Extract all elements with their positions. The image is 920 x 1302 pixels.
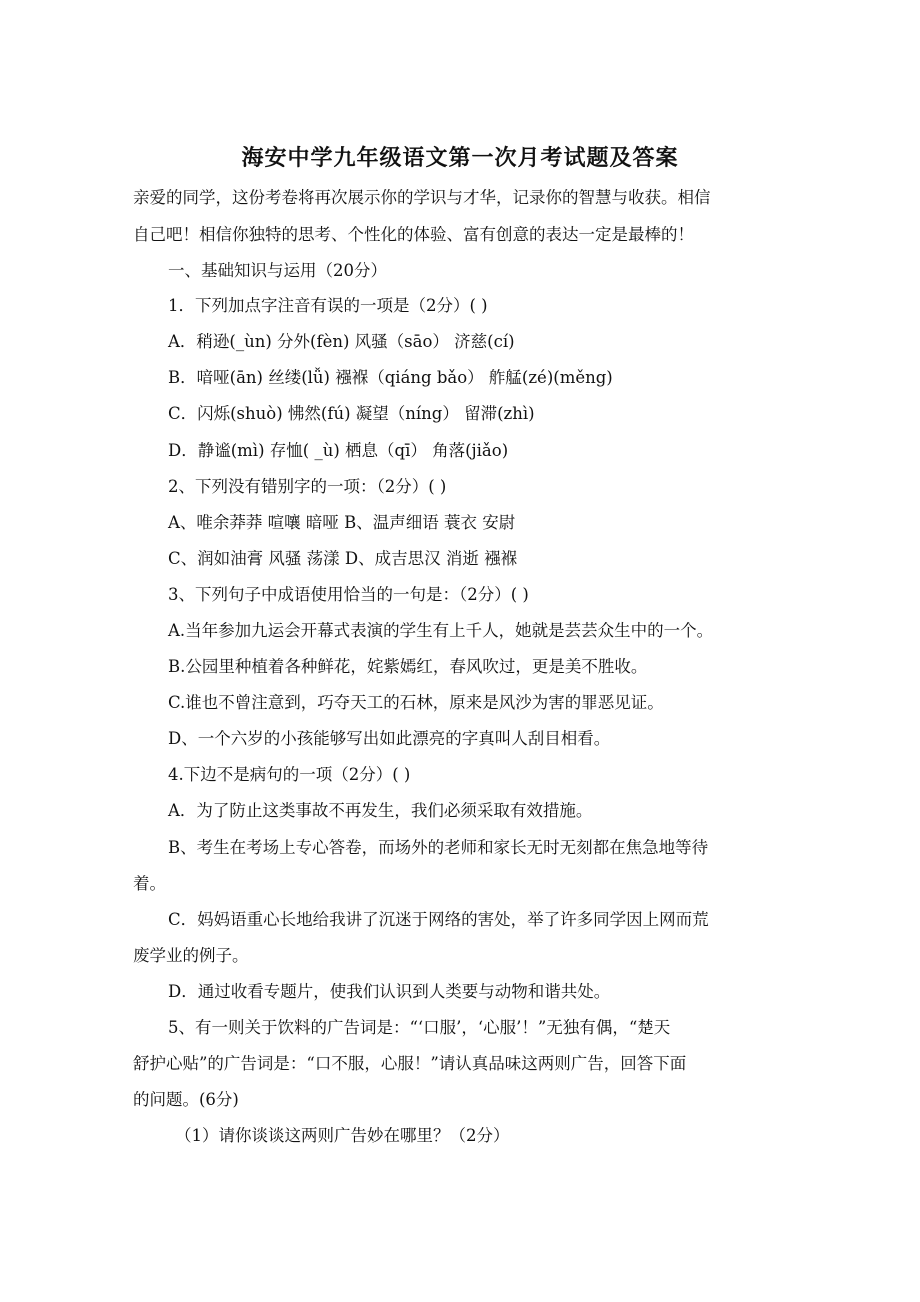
question-4-option-c: C．妈妈语重心长地给我讲了沉迷于网络的害处，举了许多同学因上网而荒: [168, 910, 709, 929]
question-1-option-d: D．静谧(mì) 存恤( _ù) 栖息（qī） 角落(jiǎo): [168, 441, 509, 460]
question-4-option-c-cont: 废学业的例子。: [133, 946, 249, 965]
intro-line: 自己吧！相信你独特的思考、个性化的体验、富有创意的表达一定是最棒的！: [133, 225, 694, 244]
question-3-stem: 3、下列句子中成语使用恰当的一句是：（2分）( ): [168, 585, 529, 604]
question-4-option-d: D．通过收看专题片，使我们认识到人类要与动物和谐共处。: [168, 982, 611, 1001]
question-1-option-a: A．稍逊(_ùn) 分外(fèn) 风骚（sāo） 济慈(cí): [168, 332, 515, 351]
question-1-option-c: C．闪烁(shuò) 怫然(fú) 凝望（níng） 留滞(zhì): [168, 404, 535, 423]
question-3-option-d: D、一个六岁的小孩能够写出如此漂亮的字真叫人刮目相看。: [168, 729, 611, 748]
intro-line: 亲爱的同学，这份考卷将再次展示你的学识与才华，记录你的智慧与收获。相信: [133, 188, 711, 207]
question-3-option-a: A.当年参加九运会开幕式表演的学生有上千人，她就是芸芸众生中的一个。: [168, 621, 714, 640]
question-2-stem: 2、下列没有错别字的一项：（2分）( ): [168, 477, 447, 496]
question-4-stem: 4.下边不是病句的一项（2分）( ): [168, 765, 411, 784]
question-5-stem-cont: 的问题。(6分): [133, 1090, 239, 1109]
section-heading: 一、基础知识与运用（20分）: [168, 261, 387, 280]
question-5-subquestion-1: （1）请你谈谈这两则广告妙在哪里？（2分）: [175, 1126, 510, 1145]
question-1-option-b: B．喑哑(ān) 丝缕(lǚ) 襁褓（qiáng bǎo） 舴艋(zé)(měng): [168, 368, 613, 387]
question-5-stem-cont: 舒护心贴”的广告词是：“口不服，心服！”请认真品味这两则广告，回答下面: [133, 1054, 687, 1073]
question-4-option-b-cont: 着。: [133, 874, 166, 893]
question-2-options-ab: A、唯余莽莽 喧嚷 暗哑 B、温声细语 蓑衣 安尉: [168, 513, 516, 532]
question-2-options-cd: C、润如油膏 风骚 荡漾 D、成吉思汉 消逝 襁褓: [168, 549, 518, 568]
question-3-option-c: C.谁也不曾注意到，巧夺天工的石林，原来是风沙为害的罪恶见证。: [168, 693, 664, 712]
question-1-stem: 1．下列加点字注音有误的一项是（2分）( ): [168, 296, 488, 315]
question-5-stem: 5、有一则关于饮料的广告词是：“‘口服’，‘心服’！”无独有偶，“楚天: [168, 1018, 671, 1037]
question-3-option-b: B.公园里种植着各种鲜花，姹紫嫣红，春风吹过，更是美不胜收。: [168, 657, 648, 676]
page-title: 海安中学九年级语文第一次月考试题及答案: [241, 145, 679, 171]
question-4-option-b: B、考生在考场上专心答卷，而场外的老师和家长无时无刻都在焦急地等待: [168, 838, 709, 857]
question-4-option-a: A．为了防止这类事故不再发生，我们必须采取有效措施。: [168, 801, 593, 820]
